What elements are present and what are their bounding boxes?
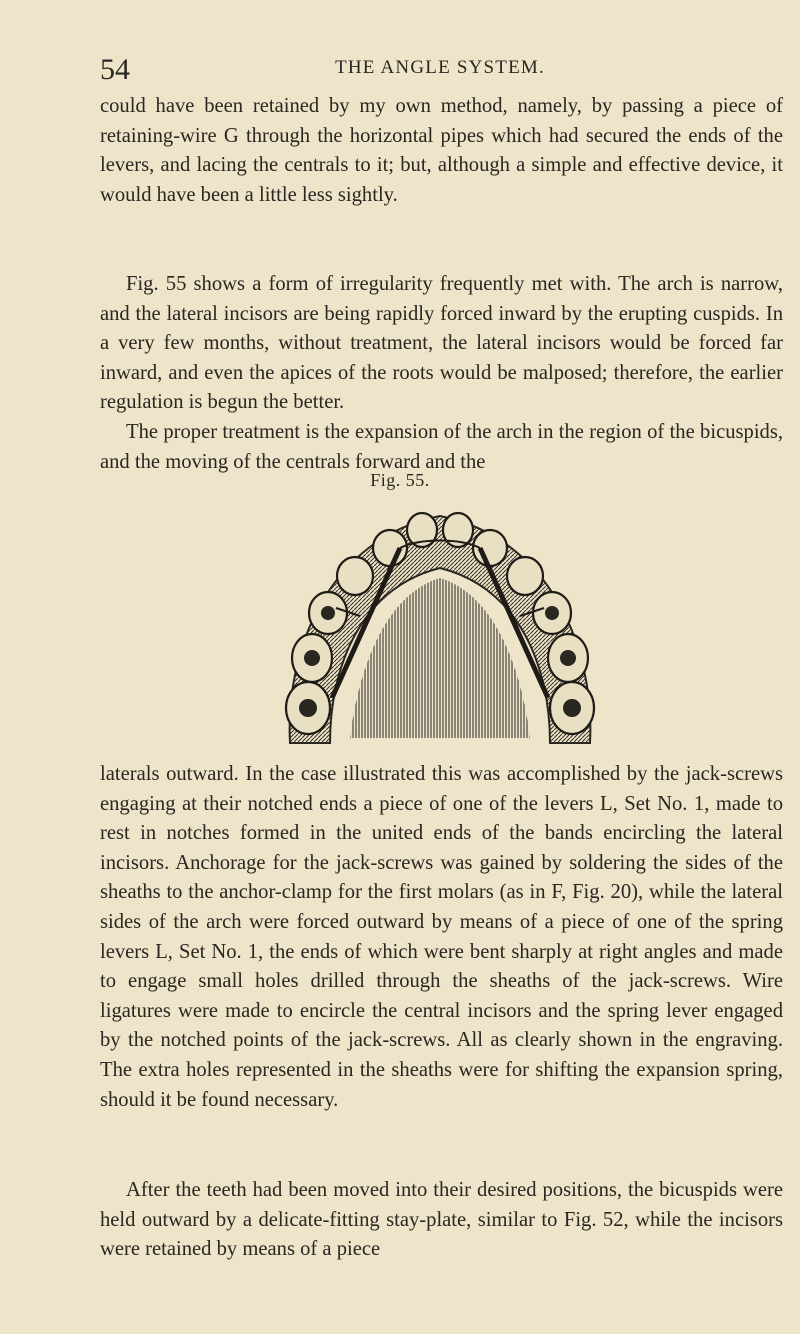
paragraph-3: The proper treatment is the expansion of the arch in the region of the bicuspids, and the moving of the centrals forward and the: [100, 421, 783, 473]
page-header: [100, 50, 780, 90]
figure-caption: Fig. 55.: [370, 470, 430, 490]
paragraph-5: After the teeth had been moved into their desired positions, the bicuspids were held outward by a delicate-fitting stay-plate, similar to Fig. 52, while the incisors were retained by means of a piece: [100, 1179, 783, 1261]
paragraph-1: could have been retained by my own method, namely, by passing a piece of retaining-wire G through the horizontal pipes which had secured the ends of the levers, and lacing the centrals to it; but, although a simple and effective device, it would have been a little less sightly.: [100, 95, 783, 206]
running-head: THE ANGLE SYSTEM.: [335, 57, 545, 78]
paragraph-2: Fig. 55 shows a form of irregularity frequently met with. The arch is narrow, and the lateral incisors are being rapidly forced inward by the erupting cuspids. In a very few months, without treatment, the lateral incisors would be forced far inward, and even the apices of the roots would be malposed; therefore, the earlier regulation is begun the better.: [100, 273, 783, 414]
page-number: 54: [100, 53, 130, 86]
paragraph-4: laterals outward. In the case illustrated this was accomplished by the jack-screws engaging at their notched ends a piece of one of the levers L, Set No. 1, made to rest in notches formed in the united ends of the bands encircling the lateral incisors. Anchorage for the jack-screws was gained by soldering the sides of the sheaths to the anchor-clamp for the first molars (as in F, Fig. 20), while the lateral sides of the arch were forced outward by means of a piece of one of the spring levers L, Set No. 1, the ends of which were bent sharply at right angles and made to engage small holes drilled through the sheaths of the jack-screws. Wire ligatures were made to encircle the central incisors and the spring lever engaged by the notched points of the jack-screws. All as clearly shown in the engraving. The extra holes represented in the sheaths were for shifting the expansion spring, should it be found necessary.: [100, 763, 783, 1111]
dental-arch-engraving-icon: [250, 498, 630, 753]
